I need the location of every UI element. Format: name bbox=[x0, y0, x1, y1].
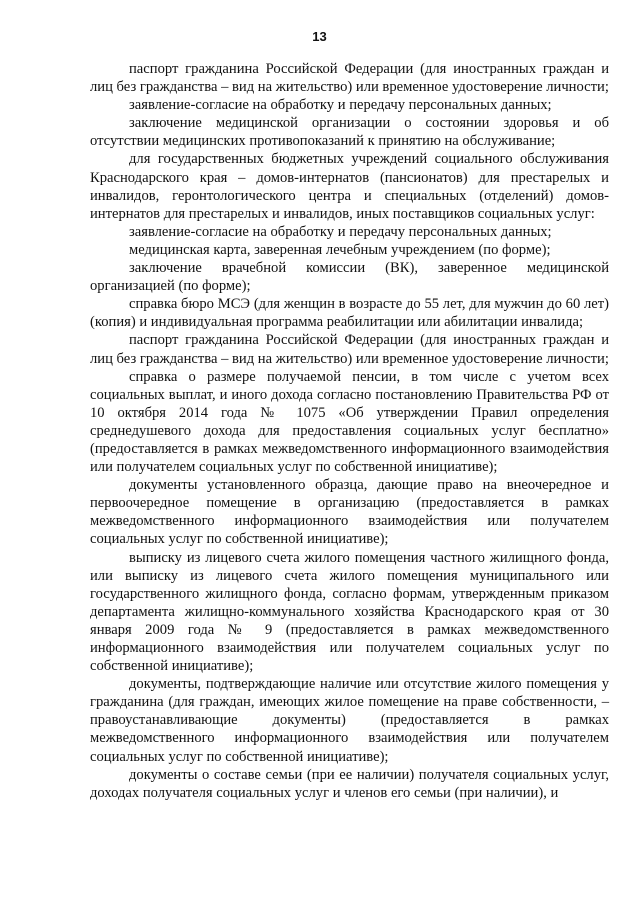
page-number: 13 bbox=[312, 29, 327, 44]
paragraph-housing-documents: документы, подтверждающие наличие или отсутствие жилого помещения у гражданина (для граждан, имеющих жилое помещение на праве собственности, – правоустанавливающие документы) (предоставляется в рамках межведомственного информационного взаимодействия или получателем социальных услуг по собственной инициативе); bbox=[90, 676, 609, 765]
paragraph-medical-card: медицинская карта, заверенная лечебным учреждением (по форме); bbox=[129, 241, 551, 258]
paragraph-family-composition: документы о составе семьи (при ее наличии) получателя социальных услуг, доходах получателя социальных услуг и членов его семьи (при наличии), и bbox=[90, 766, 609, 801]
document-body bbox=[90, 60, 609, 802]
paragraph-passport-2: паспорт гражданина Российской Федерации (для иностранных граждан и лиц без гражданства – вид на жительство) или временное удостоверение личности; bbox=[90, 332, 609, 367]
paragraph-state-institutions: для государственных бюджетных учреждений социального обслуживания Краснодарского края – домов-интернатов (пансионатов) для престарелых и инвалидов, геронтологического центра и специальных (отделений) домов-интернатов для престарелых и инвалидов, иных поставщиков социальных услуг: bbox=[90, 151, 609, 222]
paragraph-consent: заявление-согласие на обработку и передачу персональных данных; bbox=[129, 97, 552, 114]
paragraph-account-extract: выписку из лицевого счета жилого помещения частного жилищного фонда, или выписку из лицевого счета жилого помещения муниципального или государственного жилищного фонда, согласно формам, утвержденным приказом департамента жилищно-коммунального хозяйства Краснодарского края от 30 января 2009 года № 9 (предоставляется в рамках межведомственного информационного взаимодействия или получателем социальных услуг по собственной инициативе); bbox=[90, 549, 609, 675]
paragraph-pension-certificate: справка о размере получаемой пенсии, в том числе с учетом всех социальных выплат, и иного дохода согласно постановлению Правительства РФ от 10 октября 2014 года № 1075 «Об утверждении Правил определения среднедушевого дохода для предоставления социальных услуг бесплатно» (предоставляется в рамках межведомственного информационного взаимодействия или получателем социальных услуг по собственной инициативе); bbox=[90, 368, 609, 476]
paragraph-consent-2: заявление-согласие на обработку и передачу персональных данных; bbox=[129, 223, 552, 240]
paragraph-priority-documents: документы установленного образца, дающие право на внеочередное и первоочередное помещение в организацию (предоставляется в рамках межведомственного информационного взаимодействия или получателем социальных услуг по собственной инициативе); bbox=[90, 477, 609, 548]
paragraph-medical-conclusion: заключение медицинской организации о состоянии здоровья и об отсутствии медицинских противопоказаний к принятию на обслуживание; bbox=[90, 115, 609, 150]
paragraph-medical-commission: заключение врачебной комиссии (ВК), заверенное медицинской организацией (по форме); bbox=[90, 260, 609, 295]
paragraph-mse-certificate: справка бюро МСЭ (для женщин в возрасте до 55 лет, для мужчин до 60 лет) (копия) и индивидуальная программа реабилитации или абилитации инвалида; bbox=[90, 296, 609, 331]
paragraph-passport: паспорт гражданина Российской Федерации (для иностранных граждан и лиц без гражданства – вид на жительство) или временное удостоверение личности; bbox=[90, 61, 609, 96]
